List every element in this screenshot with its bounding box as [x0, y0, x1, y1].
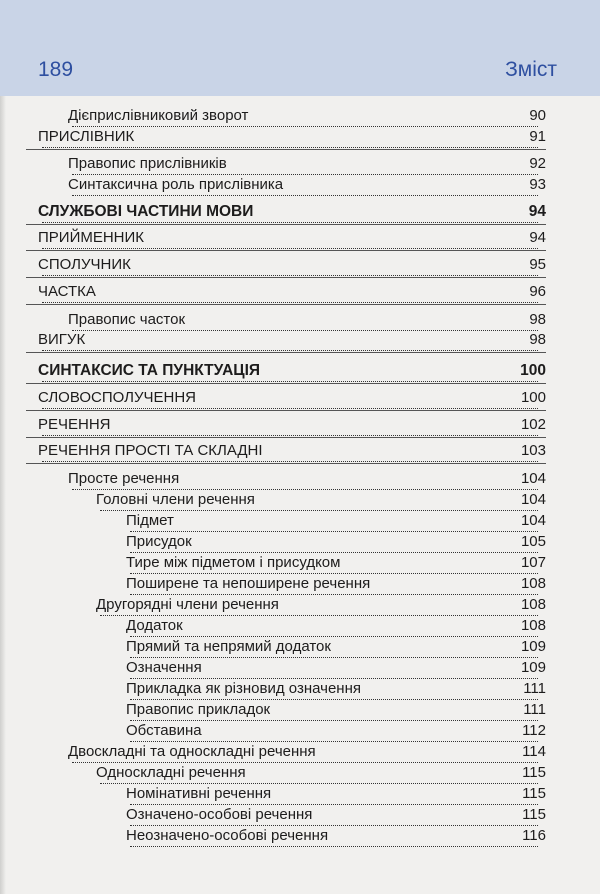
toc-entry-title: Додаток — [126, 617, 187, 634]
toc-entry-title: Другорядні члени речення — [96, 596, 283, 613]
toc-entry — [0, 491, 600, 513]
toc-entry — [0, 596, 600, 618]
toc-entry-page: 107 — [520, 554, 546, 571]
toc-entry-page: 92 — [529, 155, 546, 172]
section-divider — [26, 304, 546, 305]
toc-entry-page: 116 — [522, 827, 546, 844]
toc-entry — [0, 743, 600, 765]
toc-entry-page: 111 — [523, 680, 546, 697]
toc-entry — [0, 283, 600, 305]
toc-entry-title: Поширене та непоширене речення — [126, 575, 374, 592]
toc-entry-title: ЧАСТКА — [38, 283, 100, 300]
toc-entry-page: 115 — [522, 806, 546, 823]
toc-entry — [0, 203, 600, 225]
toc-entry — [0, 155, 600, 177]
toc-entry — [0, 638, 600, 660]
toc-entry-title: Двоскладні та односкладні речення — [68, 743, 320, 760]
section-divider — [26, 410, 546, 411]
toc-entry-page: 108 — [520, 575, 546, 592]
dot-leader — [42, 332, 538, 351]
toc-entry-title: Обставина — [126, 722, 206, 739]
toc-entry-page: 91 — [529, 128, 546, 145]
section-divider — [26, 224, 546, 225]
toc-entry-title: РЕЧЕННЯ — [38, 416, 115, 433]
toc-entry-title: ПРИСЛІВНИК — [38, 128, 138, 145]
toc-entry-title: ВИГУК — [38, 331, 89, 348]
toc-entry-page: 109 — [520, 638, 546, 655]
toc-entry-title: СПОЛУЧНИК — [38, 256, 135, 273]
section-divider — [26, 277, 546, 278]
dot-leader — [130, 618, 538, 637]
toc-entry — [0, 659, 600, 681]
toc-entry-title: Правопис прикладок — [126, 701, 274, 718]
toc-entry-page: 94 — [528, 203, 546, 220]
dot-leader — [42, 417, 538, 436]
toc-entry-title: Дієприслівниковий зворот — [68, 107, 252, 124]
toc-entry-title: Тире між підметом і присудком — [126, 554, 344, 571]
toc-entry — [0, 512, 600, 534]
toc-entry-page: 114 — [522, 743, 546, 760]
toc-entry — [0, 785, 600, 807]
section-title: Зміст — [505, 58, 557, 81]
toc-entry-title: Номінативні речення — [126, 785, 275, 802]
toc-entry-title: Підмет — [126, 512, 178, 529]
toc-entry-title: СИНТАКСИС ТА ПУНКТУАЦІЯ — [38, 362, 264, 380]
dot-leader — [42, 284, 538, 303]
toc-entry — [0, 617, 600, 639]
toc-entry — [0, 229, 600, 251]
toc-entry — [0, 362, 600, 384]
toc-entry — [0, 680, 600, 702]
toc-entry — [0, 128, 600, 150]
toc-entry — [0, 827, 600, 849]
toc-entry — [0, 331, 600, 353]
toc-entry-title: Односкладні речення — [96, 764, 250, 781]
toc-entry-page: 98 — [529, 331, 546, 348]
toc-entry-title: Правопис часток — [68, 311, 189, 328]
toc-entry-title: Неозначено-особові речення — [126, 827, 332, 844]
toc-entry — [0, 806, 600, 828]
toc-entry — [0, 107, 600, 129]
toc-entry-title: ПРИЙМЕННИК — [38, 229, 148, 246]
toc-entry-page: 94 — [529, 229, 546, 246]
toc-entry-title: Прикладка як різновид означення — [126, 680, 365, 697]
toc-entry — [0, 389, 600, 411]
section-divider — [26, 463, 546, 464]
section-divider — [26, 352, 546, 353]
toc-entry-page: 100 — [520, 362, 546, 379]
toc-entry-title: Просте речення — [68, 470, 183, 487]
toc-entry-title: Присудок — [126, 533, 196, 550]
toc-entry — [0, 256, 600, 278]
toc-entry — [0, 176, 600, 198]
toc-entry-page: 100 — [520, 389, 546, 406]
toc-entry-title: РЕЧЕННЯ ПРОСТІ ТА СКЛАДНІ — [38, 442, 267, 459]
toc-entry-page: 93 — [529, 176, 546, 193]
section-divider — [26, 383, 546, 384]
page-number: 189 — [38, 58, 74, 81]
toc-entry-page: 103 — [520, 442, 546, 459]
toc-entry-title: Означено-особові речення — [126, 806, 316, 823]
toc-entry-page: 109 — [520, 659, 546, 676]
toc-entry-title: Правопис прислівників — [68, 155, 231, 172]
toc-entry-page: 111 — [523, 701, 546, 718]
toc-entry-page: 104 — [520, 491, 546, 508]
toc-entry-title: Синтаксична роль прислівника — [68, 176, 287, 193]
section-divider — [26, 250, 546, 251]
toc-entry-page: 112 — [522, 722, 546, 739]
toc-entry-title: Головні члени речення — [96, 491, 259, 508]
toc-entry — [0, 701, 600, 723]
toc-entry-title: Означення — [126, 659, 206, 676]
toc-entry — [0, 470, 600, 492]
toc-entry-page: 102 — [520, 416, 546, 433]
toc-entry — [0, 554, 600, 576]
toc-entry — [0, 442, 600, 464]
toc-entry-page: 115 — [522, 764, 546, 781]
toc-entry-page: 90 — [529, 107, 546, 124]
toc-entry-page: 98 — [529, 311, 546, 328]
toc-entry — [0, 416, 600, 438]
toc-entry-title: СЛОВОСПОЛУЧЕННЯ — [38, 389, 200, 406]
toc-entry-page: 115 — [522, 785, 546, 802]
toc-entry-page: 108 — [520, 617, 546, 634]
toc-entry — [0, 764, 600, 786]
dot-leader — [130, 513, 538, 532]
toc-entry — [0, 575, 600, 597]
toc-entry — [0, 722, 600, 744]
toc-entry — [0, 533, 600, 555]
toc-entry-page: 104 — [520, 470, 546, 487]
toc-entry-page: 104 — [520, 512, 546, 529]
toc-entry-page: 108 — [520, 596, 546, 613]
toc-entry — [0, 311, 600, 333]
toc-entry-page: 95 — [529, 256, 546, 273]
toc-entry-title: СЛУЖБОВІ ЧАСТИНИ МОВИ — [38, 203, 257, 221]
section-divider — [26, 149, 546, 150]
section-divider — [26, 437, 546, 438]
toc-entry-title: Прямий та непрямий додаток — [126, 638, 335, 655]
toc-entry-page: 105 — [520, 533, 546, 550]
toc-entry-page: 96 — [529, 283, 546, 300]
